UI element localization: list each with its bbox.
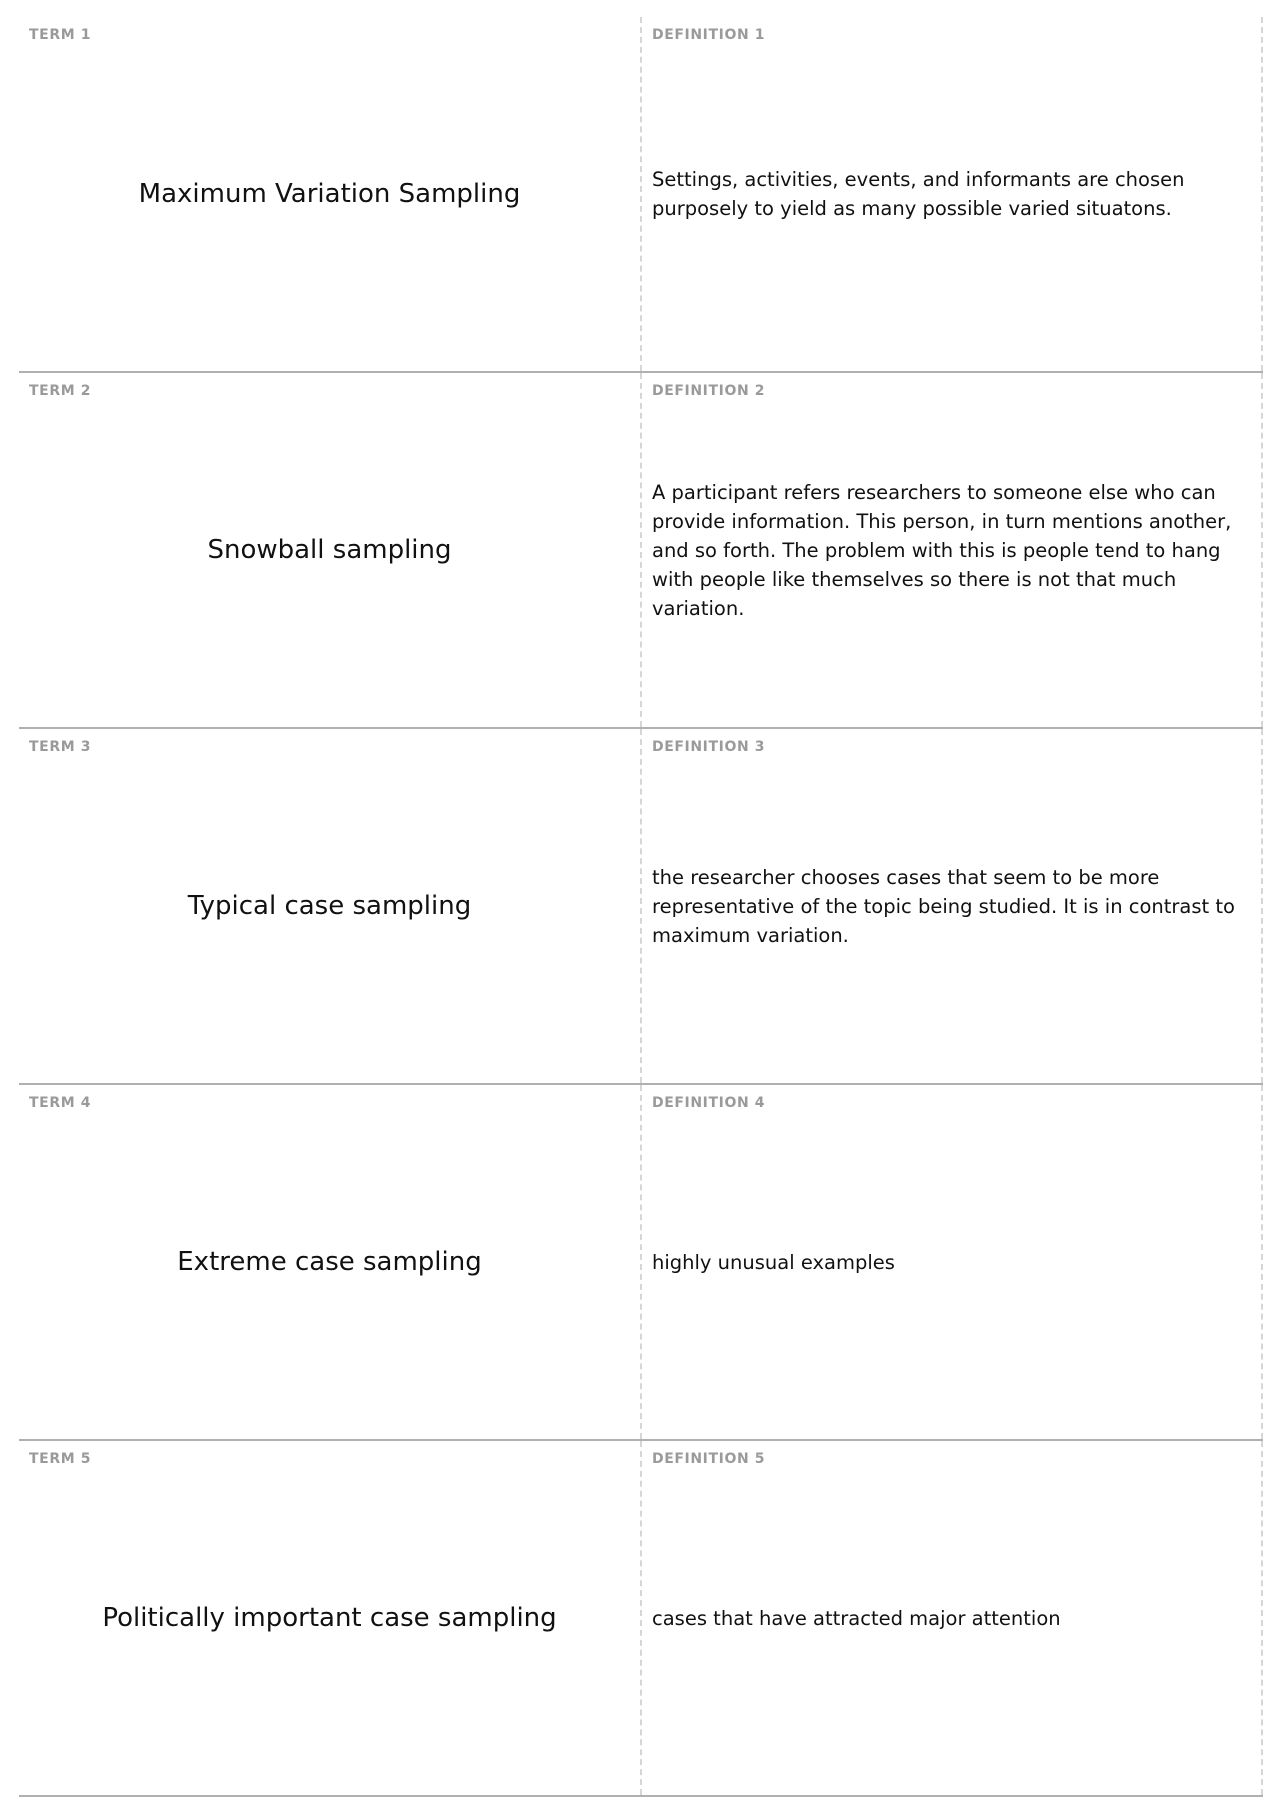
flashcard-row-3	[19, 729, 1263, 1085]
definition-text-wrap	[652, 1085, 1241, 1439]
definition-cell	[642, 729, 1263, 1083]
term-text: Politically important case sampling	[102, 1603, 557, 1633]
term-text: Extreme case sampling	[177, 1247, 482, 1277]
definition-label: DEFINITION 3	[652, 739, 766, 755]
term-label: TERM 3	[29, 739, 92, 755]
definition-text: cases that have attracted major attention	[652, 1606, 1061, 1630]
term-text: Snowball sampling	[207, 535, 452, 565]
definition-text: highly unusual examples	[652, 1250, 895, 1274]
term-text: Maximum Variation Sampling	[138, 179, 521, 209]
definition-text: Settings, activities, events, and informants are chosen purposely to yield as many possible varied situatons.	[652, 168, 1185, 220]
flashcard-row-1	[19, 17, 1263, 373]
flashcard-row-4	[19, 1085, 1263, 1441]
flashcard-row-5	[19, 1441, 1263, 1797]
definition-text-wrap	[652, 729, 1241, 1083]
definition-label: DEFINITION 1	[652, 27, 766, 43]
term-label: TERM 4	[29, 1095, 92, 1111]
term-cell	[19, 1085, 642, 1439]
flashcard-row-2	[19, 373, 1263, 729]
definition-label: DEFINITION 2	[652, 383, 766, 399]
definition-label: DEFINITION 5	[652, 1451, 766, 1467]
definition-cell	[642, 373, 1263, 727]
definition-text-wrap	[652, 1441, 1241, 1795]
term-text: Typical case sampling	[187, 891, 472, 921]
definition-text-wrap	[652, 17, 1241, 371]
definition-text: A participant refers researchers to someone else who can provide information. This person, in turn mentions another, and so forth. The problem with this is people tend to hang with people like themselves so there is not that much variation.	[652, 480, 1232, 620]
definition-cell	[642, 1085, 1263, 1439]
term-cell	[19, 17, 642, 371]
flashcard-sheet	[19, 17, 1263, 1797]
term-label: TERM 1	[29, 27, 92, 43]
term-cell	[19, 1441, 642, 1795]
term-cell	[19, 729, 642, 1083]
term-cell	[19, 373, 642, 727]
term-label: TERM 2	[29, 383, 92, 399]
term-label: TERM 5	[29, 1451, 92, 1467]
definition-text-wrap	[652, 373, 1241, 727]
definition-cell	[642, 17, 1263, 371]
definition-text: the researcher chooses cases that seem to be more representative of the topic being studied. It is in contrast to maximum variation.	[652, 865, 1235, 947]
definition-label: DEFINITION 4	[652, 1095, 766, 1111]
definition-cell	[642, 1441, 1263, 1795]
